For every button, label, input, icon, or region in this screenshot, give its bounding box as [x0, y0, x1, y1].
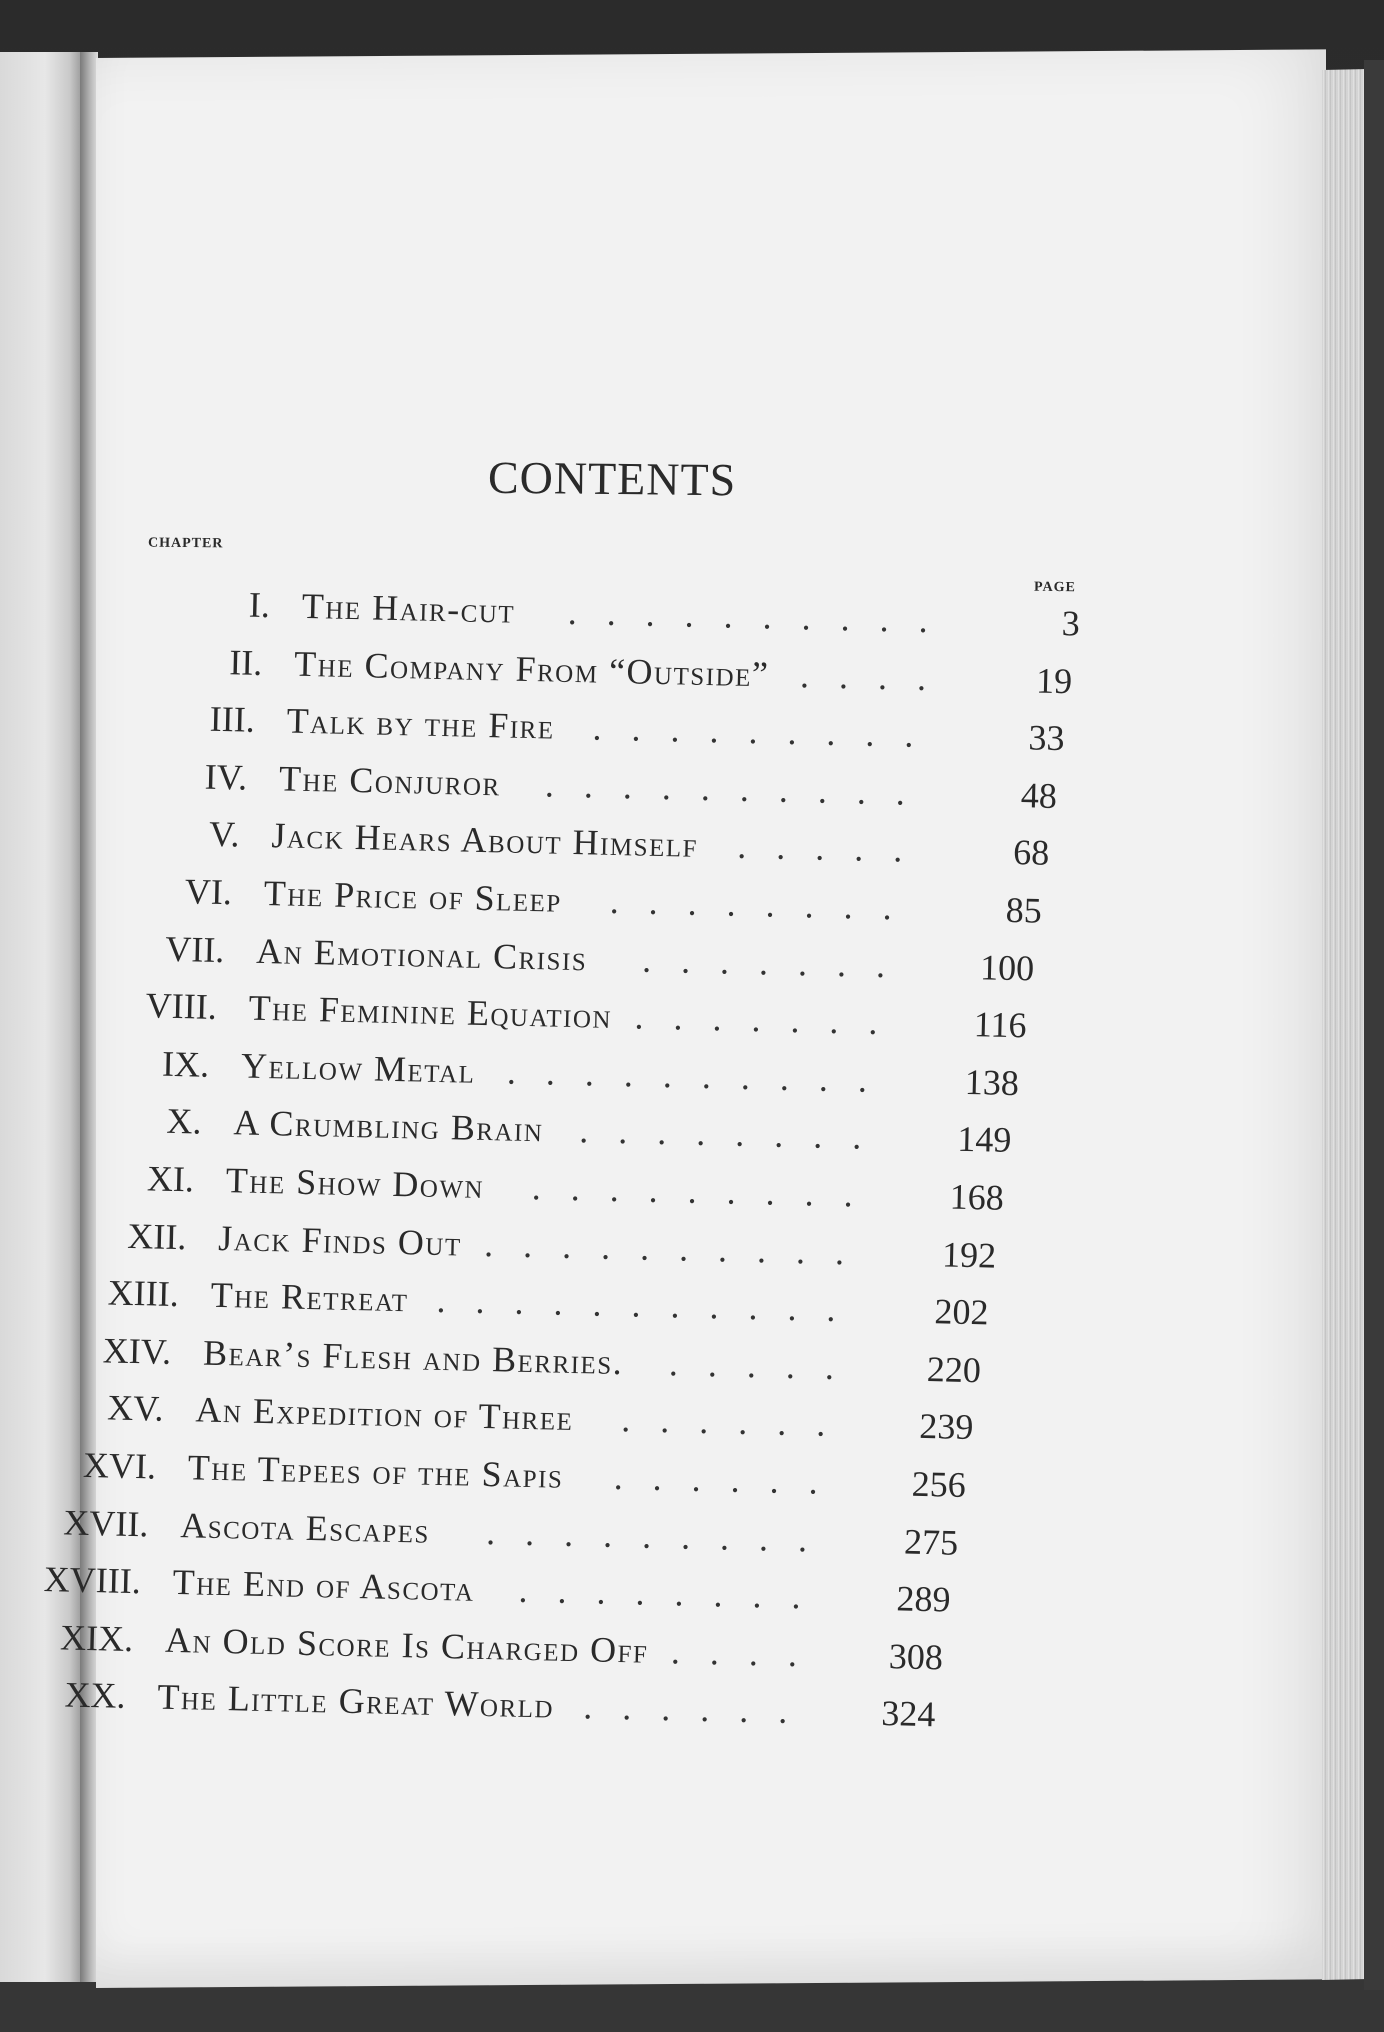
- dot-leader: ....: [670, 1631, 828, 1675]
- dot-leader: ....: [799, 654, 957, 699]
- chapter-title: The Price of Sleep: [263, 872, 563, 920]
- page-number: 308: [888, 1635, 944, 1678]
- chapter-title: The Hair-cut: [301, 585, 516, 631]
- chapter-number: XVIII.: [43, 1559, 142, 1602]
- chapter-title: The Feminine Equation: [248, 987, 613, 1037]
- chapter-number: XIV.: [102, 1330, 172, 1372]
- dot-leader: ........: [609, 880, 923, 928]
- dot-leader: ..........: [544, 764, 936, 814]
- page-number: 220: [926, 1348, 982, 1391]
- page-title: CONTENTS: [487, 451, 737, 506]
- page-number: 289: [896, 1578, 952, 1620]
- chapter-number: X.: [166, 1101, 202, 1142]
- chapter-title: Yellow Metal: [240, 1045, 476, 1091]
- chapter-title: The Show Down: [225, 1160, 485, 1206]
- chapter-title: The Retreat: [210, 1274, 410, 1320]
- chapter-title: An Emotional Crisis: [255, 930, 588, 978]
- page-number: 116: [973, 1004, 1027, 1046]
- page-number: 324: [880, 1693, 936, 1735]
- dot-leader: ......: [620, 1399, 856, 1445]
- page-number: 239: [918, 1406, 974, 1448]
- chapter-number: IV.: [204, 756, 248, 798]
- chapter-number: III.: [209, 698, 256, 740]
- chapter-title: The Little Great World: [157, 1676, 555, 1726]
- page-number: 256: [911, 1463, 967, 1505]
- dot-leader: ..........: [483, 1223, 875, 1273]
- chapter-number: VIII.: [145, 985, 218, 1028]
- dot-leader: .....: [668, 1342, 865, 1388]
- dot-leader: ......: [582, 1686, 818, 1732]
- chapter-column-label: CHAPTER: [147, 535, 224, 552]
- chapter-title: An Expedition of Three: [195, 1389, 574, 1439]
- chapter-title: The Conjuror: [278, 758, 502, 804]
- chapter-title: Talk by the Fire: [286, 700, 556, 747]
- chapter-number: XX.: [64, 1674, 127, 1717]
- page-number: 85: [1005, 889, 1043, 931]
- dot-leader: .......: [641, 939, 916, 986]
- chapter-title: A Crumbling Brain: [233, 1102, 544, 1150]
- dot-leader: .........: [531, 1167, 884, 1216]
- page-number: 275: [903, 1521, 959, 1563]
- page-number: 33: [1028, 717, 1065, 759]
- page-number: 3: [1061, 603, 1081, 644]
- page-number: 100: [979, 946, 1035, 989]
- chapter-number: IX.: [161, 1043, 210, 1085]
- chapter-number: V.: [208, 814, 240, 855]
- dot-leader: .........: [485, 1511, 838, 1560]
- chapter-number: XVI.: [82, 1444, 157, 1487]
- dot-leader: ..........: [506, 1051, 898, 1101]
- chapter-title: An Old Score Is Charged Off: [164, 1619, 649, 1671]
- chapter-number: XIX.: [59, 1617, 134, 1659]
- chapter-title: The Company From “Outside”: [293, 643, 770, 695]
- chapter-title: Bear’s Flesh and Berries.: [202, 1332, 624, 1382]
- chapter-title: The Tepees of the Sapis: [187, 1447, 564, 1496]
- chapter-number: II.: [228, 641, 263, 683]
- chapter-title: The End of Ascota: [172, 1562, 475, 1609]
- chapter-title: Ascota Escapes: [179, 1504, 431, 1551]
- dot-leader: ......: [613, 1456, 849, 1503]
- dot-leader: ........: [578, 1110, 892, 1158]
- chapter-number: XIII.: [107, 1272, 180, 1315]
- dot-leader: .....: [736, 826, 933, 871]
- chapter-number: VI.: [184, 871, 233, 913]
- chapter-title: Jack Hears About Himself: [271, 815, 699, 866]
- page-column-label: PAGE: [1033, 579, 1076, 596]
- dot-leader: ..........: [567, 591, 959, 641]
- chapter-number: I.: [248, 584, 271, 626]
- dot-leader: ...........: [436, 1280, 867, 1330]
- chapter-title: Jack Finds Out: [217, 1217, 463, 1264]
- dot-leader: .......: [634, 996, 909, 1043]
- page-number: 19: [1035, 660, 1073, 701]
- page-number: 149: [956, 1119, 1012, 1161]
- page-number: 168: [949, 1176, 1005, 1218]
- page-number: 202: [934, 1291, 989, 1333]
- chapter-number: VII.: [164, 928, 225, 970]
- chapter-number: XVII.: [62, 1502, 149, 1544]
- chapter-number: XV.: [106, 1387, 165, 1430]
- page-number: 68: [1012, 832, 1050, 874]
- page-number: 48: [1020, 774, 1058, 816]
- dot-leader: .........: [592, 707, 945, 756]
- page-number: 192: [941, 1233, 997, 1276]
- chapter-number: XII.: [126, 1215, 187, 1257]
- dot-leader: ........: [518, 1569, 832, 1618]
- page-number: 138: [964, 1061, 1020, 1103]
- chapter-number: XI.: [146, 1158, 195, 1200]
